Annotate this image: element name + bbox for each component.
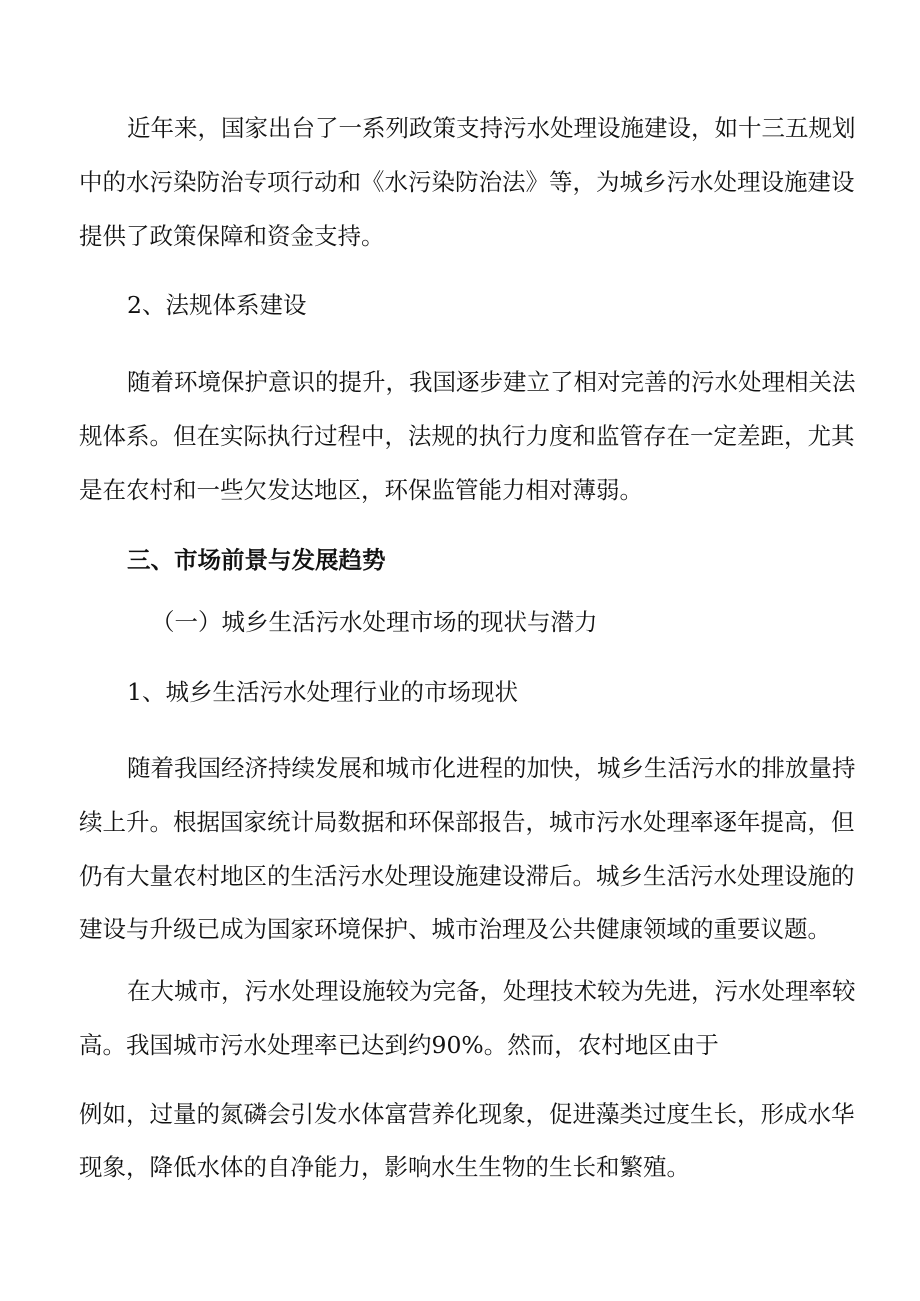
paragraph-3-line-4: 建设与升级已成为国家环境保护、城市治理及公共健康领域的重要议题。 — [79, 915, 831, 943]
paragraph-2-line-1: 随着环境保护意识的提升，我国逐步建立了相对完善的污水处理相关法 — [127, 368, 856, 396]
paragraph-3-line-2: 续上升。根据国家统计局数据和环保部报告，城市污水处理率逐年提高，但 — [79, 808, 855, 836]
heading-regulation-system: 2、法规体系建设 — [127, 291, 307, 319]
paragraph-1-line-3: 提供了政策保障和资金支持。 — [79, 222, 385, 250]
paragraph-2-line-2: 规体系。但在实际执行过程中，法规的执行力度和监管存在一定差距，尤其 — [79, 422, 855, 450]
paragraph-4-line-2: 高。我国城市污水处理率已达到约90%。然而，农村地区由于 — [79, 1031, 719, 1059]
paragraph-1-line-2: 中的水污染防治专项行动和《水污染防治法》等，为城乡污水处理设施建设 — [79, 168, 855, 196]
paragraph-2-line-3: 是在农村和一些欠发达地区，环保监管能力相对薄弱。 — [79, 476, 643, 504]
section-title: 三、市场前景与发展趋势 — [127, 546, 386, 574]
paragraph-5-line-1: 例如，过量的氮磷会引发水体富营养化现象，促进藻类过度生长，形成水华 — [79, 1100, 855, 1128]
paragraph-3-line-1: 随着我国经济持续发展和城市化进程的加快，城乡生活污水的排放量持 — [127, 754, 856, 782]
paragraph-3-line-3: 仍有大量农村地区的生活污水处理设施建设滞后。城乡生活污水处理设施的 — [79, 862, 855, 890]
paragraph-4-line-1: 在大城市，污水处理设施较为完备，处理技术较为先进，污水处理率较 — [127, 977, 856, 1005]
heading-market-status: 1、城乡生活污水处理行业的市场现状 — [127, 678, 518, 706]
subsection-title: （一）城乡生活污水处理市场的现状与潜力 — [151, 608, 598, 636]
paragraph-1-line-1: 近年来，国家出台了一系列政策支持污水处理设施建设，如十三五规划 — [127, 114, 856, 142]
paragraph-5-line-2: 现象，降低水体的自净能力，影响水生生物的生长和繁殖。 — [79, 1153, 690, 1181]
